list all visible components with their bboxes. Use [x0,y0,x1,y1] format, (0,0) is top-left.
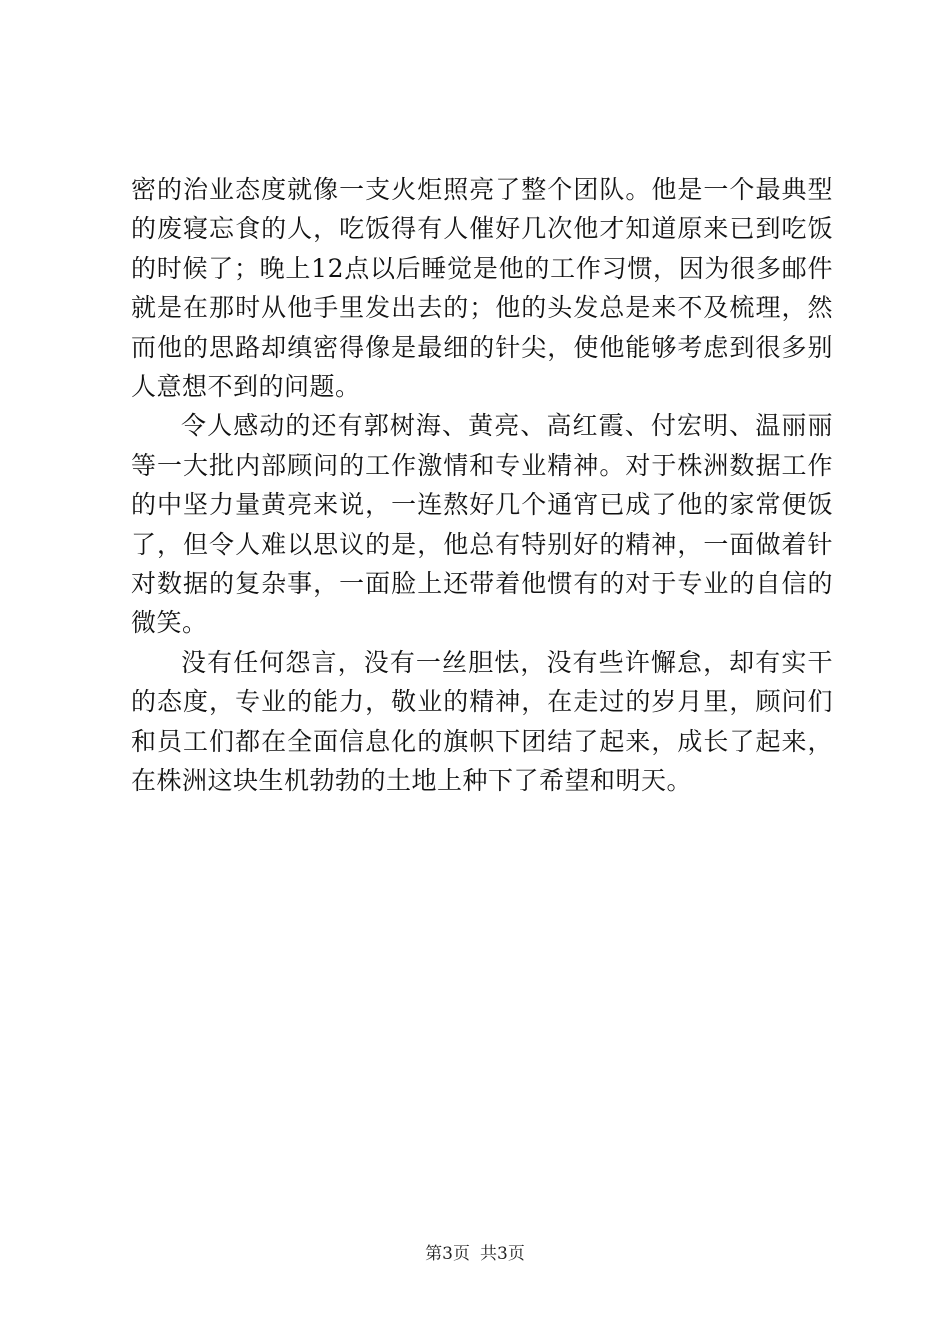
paragraph-continued: 密的治业态度就像一支火炬照亮了整个团队。他是一个最典型的废寝忘食的人，吃饭得有人催好几次他才知道原来已到吃饭的时候了；晚上12点以后睡觉是他的工作习惯，因为很多邮件就是在那时从他手里发出去的；他的头发总是来不及梳理，然而他的思路却缜密得像是最细的针尖，使他能够考虑到很多别人意想不到的问题。 [131,175,833,402]
document-body [131,170,833,801]
paragraph: 令人感动的还有郭树海、黄亮、高红霞、付宏明、温丽丽等一大批内部顾问的工作激情和专业精神。对于株洲数据工作的中坚力量黄亮来说，一连熬好几个通宵已成了他的家常便饭了，但令人难以思议的是，他总有特别好的精神，一面做着针对数据的复杂事，一面脸上还带着他惯有的对于专业的自信的微笑。 [131,411,833,638]
page-total: 共3页 [480,1244,525,1264]
page-number: 第3页 [425,1244,470,1264]
page-footer [0,1243,950,1265]
paragraph: 没有任何怨言，没有一丝胆怯，没有些许懈怠，却有实干的态度，专业的能力，敬业的精神，在走过的岁月里，顾问们和员工们都在全面信息化的旗帜下团结了起来，成长了起来，在株洲这块生机勃勃的土地上种下了希望和明天。 [131,647,833,796]
